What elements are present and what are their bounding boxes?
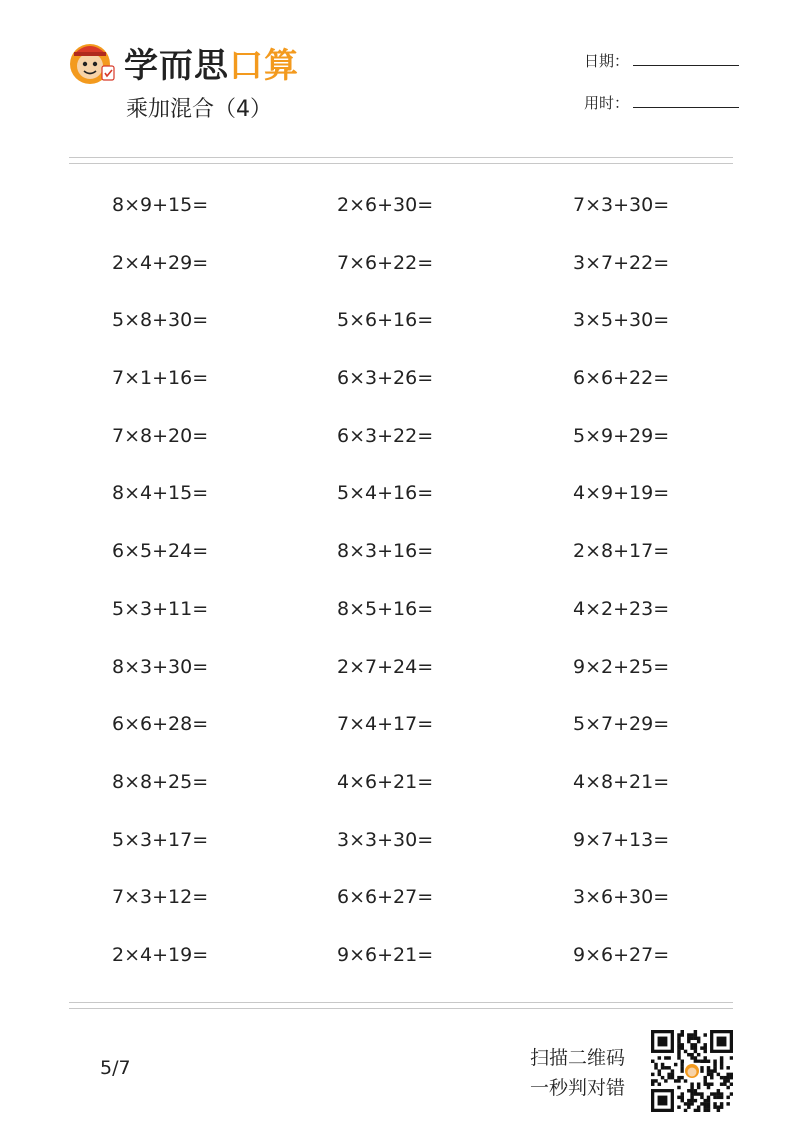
problem-item: 9×2+25=: [573, 655, 670, 678]
problem-item: 7×1+16=: [112, 367, 209, 390]
problem-row: [0, 580, 800, 638]
problem-item: 6×6+22=: [573, 367, 670, 390]
problem-item: 3×3+30=: [337, 828, 434, 851]
problem-item: 2×6+30=: [337, 194, 434, 216]
problem-item: 2×8+17=: [573, 540, 670, 563]
problem-item: 5×6+16=: [337, 309, 434, 332]
problem-item: 5×3+17=: [112, 828, 209, 851]
problem-item: 5×7+29=: [573, 713, 670, 736]
problem-item: 9×6+27=: [573, 943, 670, 966]
problem-item: 7×6+22=: [337, 251, 434, 274]
bottom-divider-inner: [69, 1008, 733, 1009]
problem-row: [0, 349, 800, 407]
problem-item: 7×3+12=: [112, 886, 209, 909]
time-field: [584, 92, 739, 113]
problem-item: 3×6+30=: [573, 886, 670, 909]
problem-item: 2×4+29=: [112, 251, 209, 274]
problem-item: 4×8+21=: [573, 770, 670, 793]
problem-item: 8×5+16=: [337, 597, 434, 620]
problem-item: 5×3+11=: [112, 597, 209, 620]
problem-row: [0, 926, 800, 984]
problem-row: [0, 291, 800, 349]
problem-item: 8×4+15=: [112, 482, 209, 505]
problem-item: 2×4+19=: [112, 943, 209, 966]
brand-main: 学而思: [124, 46, 229, 86]
problem-item: 7×8+20=: [112, 424, 209, 447]
top-divider: [69, 157, 733, 158]
time-blank: [633, 93, 739, 108]
problem-row: [0, 234, 800, 292]
problem-item: 6×3+22=: [337, 424, 434, 447]
problem-item: 7×4+17=: [337, 713, 434, 736]
page-number: 5/7: [100, 1057, 131, 1079]
problem-item: 3×5+30=: [573, 309, 670, 332]
problem-item: 4×9+19=: [573, 482, 670, 505]
problem-row: [0, 407, 800, 465]
problem-item: 8×9+15=: [112, 194, 209, 216]
problem-item: 5×9+29=: [573, 424, 670, 447]
scan-hint-line1: 扫描二维码: [530, 1047, 626, 1069]
problem-row: [0, 811, 800, 869]
problem-item: 8×3+16=: [337, 540, 434, 563]
problem-item: 2×7+24=: [337, 655, 434, 678]
problem-row: [0, 464, 800, 522]
problem-item: 4×6+21=: [337, 770, 434, 793]
date-blank: [633, 51, 739, 66]
problem-row: [0, 753, 800, 811]
date-field: [584, 50, 739, 71]
problem-row: [0, 695, 800, 753]
problem-item: 8×3+30=: [112, 655, 209, 678]
worksheet-title: 乘加混合（4）: [126, 97, 272, 122]
problem-row: [0, 638, 800, 696]
problem-item: 6×6+27=: [337, 886, 434, 909]
problem-row: [0, 522, 800, 580]
problem-item: 6×3+26=: [337, 367, 434, 390]
problem-item: 4×2+23=: [573, 597, 670, 620]
problem-item: 6×6+28=: [112, 713, 209, 736]
problem-item: 7×3+30=: [573, 194, 670, 216]
problem-item: 5×8+30=: [112, 309, 209, 332]
qr-code-icon[interactable]: [651, 1030, 733, 1112]
monkey-mascot-icon: [66, 36, 118, 86]
brand-logo: [124, 38, 299, 87]
problem-grid: [0, 176, 800, 984]
page-header: [0, 0, 800, 150]
time-label: 用时：: [584, 94, 630, 112]
scan-hint-line2: 一秒判对错: [530, 1077, 626, 1099]
problem-item: 6×5+24=: [112, 540, 209, 563]
problem-item: 3×7+22=: [573, 251, 670, 274]
problem-item: 9×7+13=: [573, 828, 670, 851]
date-label: 日期：: [584, 52, 630, 70]
problem-item: 8×8+25=: [112, 770, 209, 793]
top-divider-inner: [69, 163, 733, 164]
problem-row: [0, 868, 800, 926]
problem-row: [0, 176, 800, 234]
brand-accent: 口算: [229, 46, 299, 86]
bottom-divider: [69, 1002, 733, 1003]
problem-item: 5×4+16=: [337, 482, 434, 505]
problem-item: 9×6+21=: [337, 943, 434, 966]
